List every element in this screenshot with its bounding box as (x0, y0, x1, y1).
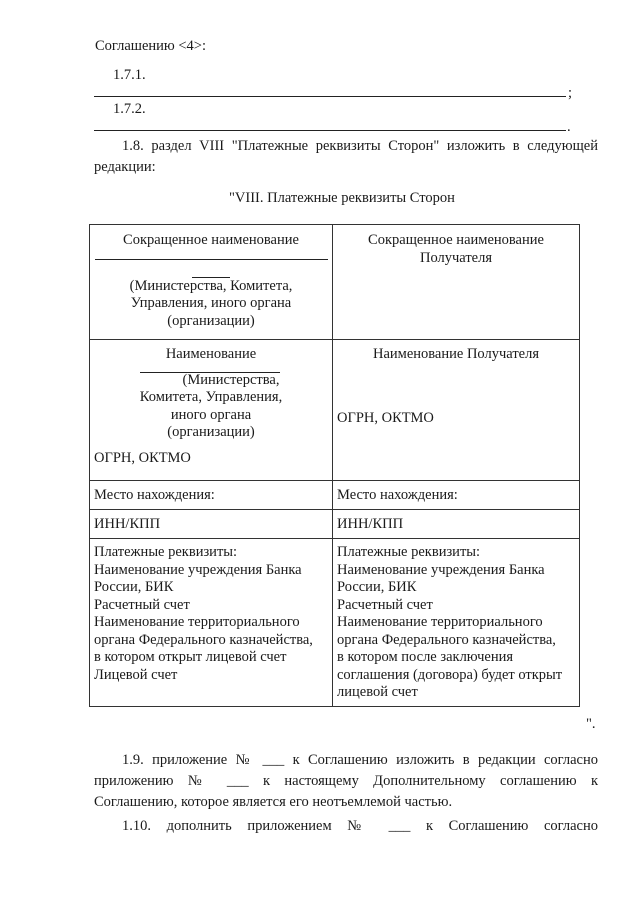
payment-left-line-1: Платежные реквизиты: (94, 544, 238, 560)
short-name-blank-line (95, 259, 328, 260)
payment-right-line-6: органа Федерального казначейства, (337, 631, 556, 648)
payment-right-line-4: Расчетный счет (337, 596, 433, 613)
table-row-location (90, 481, 580, 510)
payment-details-table (89, 224, 580, 707)
short-name-sub-2: Управления, иного органа (130, 295, 292, 311)
payment-right-line-9: лицевой счет (337, 684, 418, 700)
full-name-sub-1: (Министерства, (182, 371, 280, 388)
item-1-7-1-semicolon: ; (568, 85, 573, 101)
table-row-full-name (90, 340, 580, 481)
table-row-inn-kpp (90, 510, 580, 539)
cell-full-name-left (90, 340, 333, 481)
cell-short-name-right (333, 225, 580, 340)
recipient-full-name-title: Наименование Получателя (372, 346, 539, 362)
payment-left-line-8: Лицевой счет (94, 666, 178, 683)
payment-left-line-4: Расчетный счет (94, 596, 190, 613)
paragraph-1-9 (94, 750, 598, 813)
paragraph-1-10 (94, 816, 598, 837)
payment-right-line-1: Платежные реквизиты: (337, 544, 481, 560)
cell-location-left: Место нахождения: (90, 481, 333, 510)
payment-right-line-7: в котором после заключения (337, 649, 514, 665)
cell-payment-left (90, 539, 333, 707)
payment-right-line-5: Наименование территориального (337, 614, 543, 630)
left-ogrn-oktmo: ОГРН, ОКТМО (94, 449, 191, 466)
paragraph-1-9-line-2: приложению № ___ к настоящему Дополнительному соглашению к (94, 773, 598, 789)
cell-full-name-right (333, 340, 580, 481)
full-name-sub-4: (организации) (167, 424, 255, 440)
short-name-sub-3: (организации) (167, 312, 255, 329)
table-row-payment-details (90, 539, 580, 707)
payment-left-line-2: Наименование учреждения Банка (94, 561, 302, 578)
payment-left-line-7: в котором открыт лицевой счет (94, 649, 287, 665)
section-title: "VIII. Платежные реквизиты Сторон (229, 190, 455, 206)
payment-right-line-3: России, БИК (337, 579, 417, 595)
item-1-7-1-label: 1.7.1. (113, 67, 146, 83)
payment-right-line-8: соглашения (договора) будет открыт (337, 666, 563, 683)
item-1-7-2-label: 1.7.2. (113, 101, 146, 117)
cell-inn-kpp-left: ИНН/КПП (90, 510, 333, 539)
item-1-7-2-blank-line (94, 130, 566, 131)
recipient-short-name-1: Сокращенное наименование (368, 232, 544, 248)
short-name-title: Сокращенное наименование (123, 232, 299, 248)
paragraph-1-10-line-1: 1.10. дополнить приложением № ___ к Соглашению согласно (122, 818, 598, 834)
item-1-7-2-period: . (567, 119, 571, 135)
paragraph-1-8-line-2: редакции: (94, 159, 156, 175)
short-name-sub-1: (Министерства, Комитета, (129, 277, 293, 294)
paragraph-1-8-line-1: 1.8. раздел VIII "Платежные реквизиты Сторон" изложить в следующей (122, 138, 598, 154)
closing-quote: ". (586, 716, 596, 732)
full-name-title: Наименование (165, 346, 257, 362)
payment-right-line-2: Наименование учреждения Банка (337, 561, 545, 578)
paragraph-1-9-line-1: 1.9. приложение № ___ к Соглашению изложить в редакции согласно (122, 752, 598, 768)
cell-short-name-left (90, 225, 333, 340)
cell-inn-kpp-right: ИНН/КПП (333, 510, 580, 539)
item-1-7-1-blank-line (94, 96, 566, 97)
header-line: Соглашению <4>: (95, 38, 207, 54)
table-row-short-name (90, 225, 580, 340)
paragraph-1-8 (94, 136, 598, 178)
paragraph-1-9-line-3: Соглашению, которое является его неотъемлемой частью. (94, 794, 453, 810)
payment-left-line-6: органа Федерального казначейства, (94, 631, 313, 648)
cell-location-right: Место нахождения: (333, 481, 580, 510)
full-name-sub-3: иного органа (170, 406, 252, 423)
recipient-short-name-2: Получателя (419, 249, 493, 266)
full-name-sub-2: Комитета, Управления, (139, 389, 283, 405)
cell-payment-right (333, 539, 580, 707)
right-ogrn-oktmo: ОГРН, ОКТМО (337, 409, 434, 426)
payment-left-line-3: России, БИК (94, 579, 174, 595)
payment-left-line-5: Наименование территориального (94, 614, 300, 630)
